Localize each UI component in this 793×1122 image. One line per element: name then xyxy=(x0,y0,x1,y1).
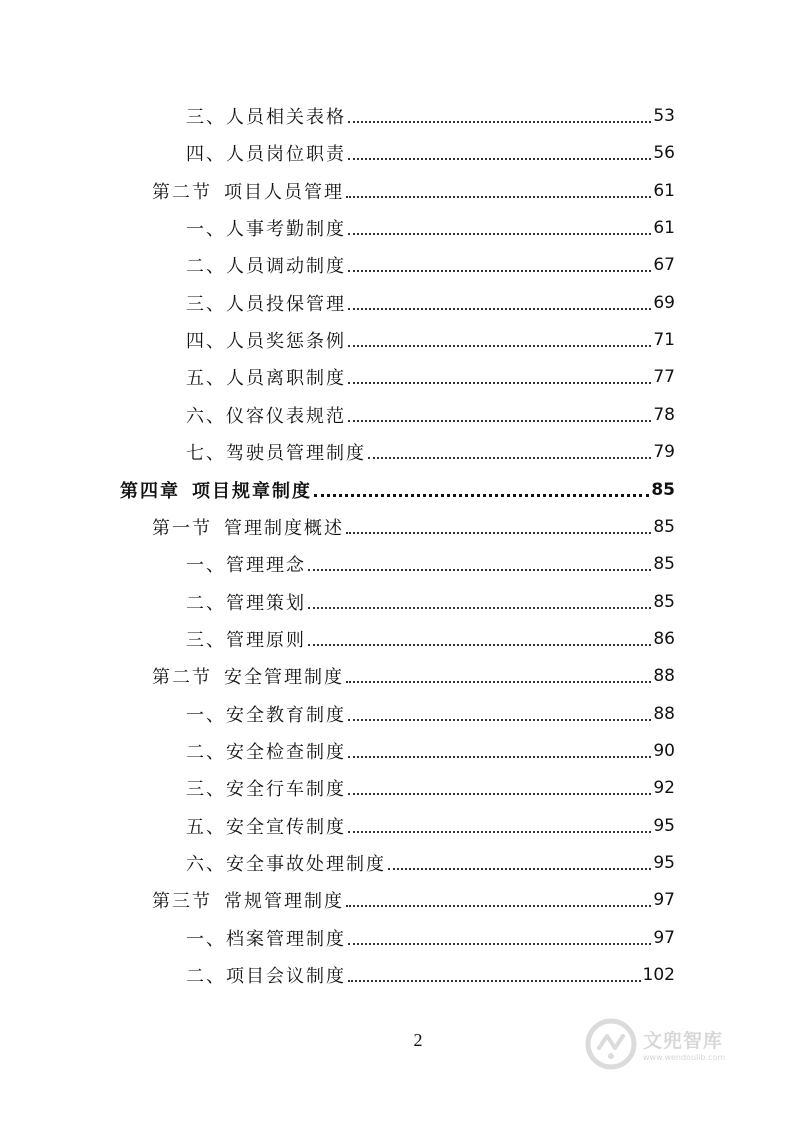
toc-entry[interactable] xyxy=(186,772,675,804)
watermark-name: 文兜智库 xyxy=(643,1030,724,1052)
toc-entry[interactable] xyxy=(186,324,675,356)
toc-entry-number: 一、 xyxy=(186,219,226,241)
toc-dot-leader xyxy=(348,756,651,758)
toc-entry-title xyxy=(186,402,346,428)
toc-entry-title xyxy=(186,589,306,615)
toc-dot-leader xyxy=(348,420,651,422)
toc-entry-title xyxy=(152,663,344,689)
toc-entry-page: 67 xyxy=(653,255,675,276)
toc-entry-page: 61 xyxy=(653,180,675,201)
toc-dot-leader xyxy=(346,681,651,683)
toc-entry-number: 一、 xyxy=(186,555,226,577)
toc-entry-number: 五、 xyxy=(186,816,226,838)
toc-entry-text: 仪容仪表规范 xyxy=(226,405,346,427)
toc-entry-text: 安全管理制度 xyxy=(224,667,344,689)
toc-entry-title xyxy=(186,215,346,241)
toc-entry-text: 驾驶员管理制度 xyxy=(226,443,366,465)
toc-entry-text: 常规管理制度 xyxy=(224,891,344,913)
toc-entry-number: 三、 xyxy=(186,107,226,128)
toc-entry-number: 第三节 xyxy=(152,891,212,913)
toc-dot-leader xyxy=(348,980,641,982)
toc-dot-leader xyxy=(348,382,651,384)
toc-entry-number: 二、 xyxy=(186,741,226,763)
toc-entry-page: 61 xyxy=(653,218,675,239)
toc-entry-title xyxy=(186,813,346,839)
toc-entry-page: 53 xyxy=(653,106,675,126)
toc-entry-number: 一、 xyxy=(186,704,226,726)
toc-entry[interactable] xyxy=(186,810,675,842)
toc-entry-title xyxy=(186,738,346,764)
toc-entry-title xyxy=(186,140,346,166)
toc-entry-text: 人员离职制度 xyxy=(226,368,346,390)
toc-entry-title xyxy=(186,252,346,278)
toc-entry-page: 77 xyxy=(653,367,675,388)
toc-entry-title xyxy=(186,701,346,727)
toc-entry-number: 三、 xyxy=(186,779,226,801)
toc-entry-page: 85 xyxy=(653,516,675,537)
toc-entry-number: 三、 xyxy=(186,293,226,315)
toc-entry-text: 人员相关表格 xyxy=(226,107,346,128)
toc-entry[interactable] xyxy=(152,511,675,543)
watermark xyxy=(585,1014,755,1074)
toc-dot-leader xyxy=(348,158,651,160)
toc-entry-title xyxy=(186,626,306,652)
toc-entry[interactable] xyxy=(186,847,675,879)
toc-entry-page: 97 xyxy=(653,890,675,911)
toc-entry-text: 安全宣传制度 xyxy=(226,816,346,838)
toc-entry-text: 管理理念 xyxy=(226,555,306,577)
toc-entry[interactable] xyxy=(186,100,675,132)
toc-entry-page: 56 xyxy=(653,143,675,164)
toc-dot-leader xyxy=(348,308,651,310)
toc-entry[interactable] xyxy=(186,623,675,655)
toc-dot-leader xyxy=(348,270,651,272)
toc-entry-page: 85 xyxy=(653,591,675,612)
toc-entry[interactable] xyxy=(186,735,675,767)
toc-entry[interactable] xyxy=(152,884,675,916)
toc-entry[interactable] xyxy=(186,548,675,580)
toc-entry[interactable] xyxy=(186,287,675,319)
toc-entry-page: 85 xyxy=(653,554,675,575)
toc-entry-page: 97 xyxy=(653,927,675,948)
toc-entry-title xyxy=(152,514,344,540)
toc-dot-leader xyxy=(346,196,651,198)
toc-dot-leader xyxy=(346,905,651,907)
toc-entry-title xyxy=(186,775,346,801)
toc-entry-number: 二、 xyxy=(186,256,226,278)
toc-entry-number: 六、 xyxy=(186,854,226,875)
toc-entry-page: 71 xyxy=(653,330,675,351)
toc-entry-title xyxy=(152,178,344,204)
toc-entry-text: 人员投保管理 xyxy=(226,293,346,315)
toc-entry-number: 第二节 xyxy=(152,667,212,689)
toc-entry-number: 七、 xyxy=(186,443,226,465)
toc-entry-number: 二、 xyxy=(186,592,226,614)
toc-dot-leader xyxy=(348,793,651,795)
toc-entry-page: 79 xyxy=(653,442,675,463)
toc-dot-leader xyxy=(308,644,651,646)
toc-entry-number: 六、 xyxy=(186,405,226,427)
toc-entry-title xyxy=(152,887,344,913)
watermark-url: www.wendoulib.com xyxy=(643,1053,726,1062)
toc-entry-page: 102 xyxy=(642,965,675,986)
toc-entry-title xyxy=(186,962,346,988)
toc-entry-text: 管理原则 xyxy=(226,629,306,651)
toc-dot-leader xyxy=(308,569,651,571)
toc-entry[interactable] xyxy=(186,399,675,431)
toc-entry-title xyxy=(186,850,386,876)
toc-entry[interactable] xyxy=(152,175,675,207)
toc-entry[interactable] xyxy=(186,586,675,618)
toc-entry-text: 安全事故处理制度 xyxy=(226,854,386,875)
toc-entry-title xyxy=(186,103,346,129)
toc-entry-page: 88 xyxy=(653,666,675,687)
wendou-logo-icon xyxy=(585,1018,637,1070)
toc-entry-number: 第四章 xyxy=(120,480,180,502)
toc-entry-page: 85 xyxy=(651,479,675,500)
toc-entry-title xyxy=(120,477,312,503)
toc-entry[interactable] xyxy=(152,660,675,692)
toc-entry-title xyxy=(186,290,346,316)
toc-entry-text: 档案管理制度 xyxy=(226,928,346,950)
toc-entry-title xyxy=(186,551,306,577)
toc-entry[interactable] xyxy=(186,698,675,730)
toc-entry-page: 92 xyxy=(653,778,675,799)
toc-dot-leader xyxy=(368,457,651,459)
toc-entry-title xyxy=(186,925,346,951)
toc-entry-page: 86 xyxy=(653,628,675,649)
toc-dot-leader xyxy=(348,345,651,347)
toc-entry-text: 项目人员管理 xyxy=(224,181,344,203)
toc-entry-text: 人事考勤制度 xyxy=(226,219,346,241)
toc-entry[interactable] xyxy=(186,137,675,169)
toc-entry-text: 安全教育制度 xyxy=(226,704,346,726)
toc-entry[interactable] xyxy=(186,922,675,954)
toc-entry-page: 88 xyxy=(653,703,675,724)
toc-entry-number: 第二节 xyxy=(152,181,212,203)
toc-entry-title xyxy=(186,327,346,353)
toc-entry-number: 四、 xyxy=(186,331,226,353)
toc-dot-leader xyxy=(346,532,651,534)
toc-dot-leader xyxy=(348,831,651,833)
toc-entry-text: 人员调动制度 xyxy=(226,256,346,278)
toc-dot-leader xyxy=(388,868,651,870)
toc-entry-text: 项目规章制度 xyxy=(192,480,312,502)
toc-entry-title xyxy=(186,364,346,390)
toc-dot-leader xyxy=(348,943,651,945)
toc-entry[interactable] xyxy=(186,249,675,281)
toc-entry-text: 项目会议制度 xyxy=(226,966,346,988)
toc-entry[interactable] xyxy=(186,212,675,244)
toc-dot-leader xyxy=(314,494,649,497)
toc-entry-page: 90 xyxy=(653,740,675,761)
toc-entry-text: 人员岗位职责 xyxy=(226,144,346,166)
toc-entry-number: 五、 xyxy=(186,368,226,390)
toc-dot-leader xyxy=(348,121,651,123)
toc-entry-number: 第一节 xyxy=(152,517,212,539)
toc-entry[interactable] xyxy=(186,959,675,991)
toc-entry-page: 95 xyxy=(653,853,675,873)
toc-dot-leader xyxy=(348,719,651,721)
page-number: 2 xyxy=(413,1030,423,1050)
toc-entry-page: 95 xyxy=(653,815,675,836)
toc-entry-number: 二、 xyxy=(186,966,226,988)
toc-entry-title xyxy=(186,439,366,465)
toc-entry-text: 安全行车制度 xyxy=(226,779,346,801)
toc-entry-text: 管理策划 xyxy=(226,592,306,614)
toc-entry-text: 管理制度概述 xyxy=(224,517,344,539)
toc-entry[interactable] xyxy=(120,474,675,506)
toc-entry[interactable] xyxy=(186,436,675,468)
toc-entry[interactable] xyxy=(186,361,675,393)
toc-entry-text: 安全检查制度 xyxy=(226,741,346,763)
toc-entry-number: 一、 xyxy=(186,928,226,950)
toc-entry-page: 78 xyxy=(653,404,675,425)
toc-entry-text: 人员奖惩条例 xyxy=(226,331,346,353)
toc-entry-page: 69 xyxy=(653,292,675,313)
toc-dot-leader xyxy=(308,607,651,609)
toc-entry-number: 三、 xyxy=(186,629,226,651)
toc-dot-leader xyxy=(348,233,651,235)
toc-entry-number: 四、 xyxy=(186,144,226,166)
